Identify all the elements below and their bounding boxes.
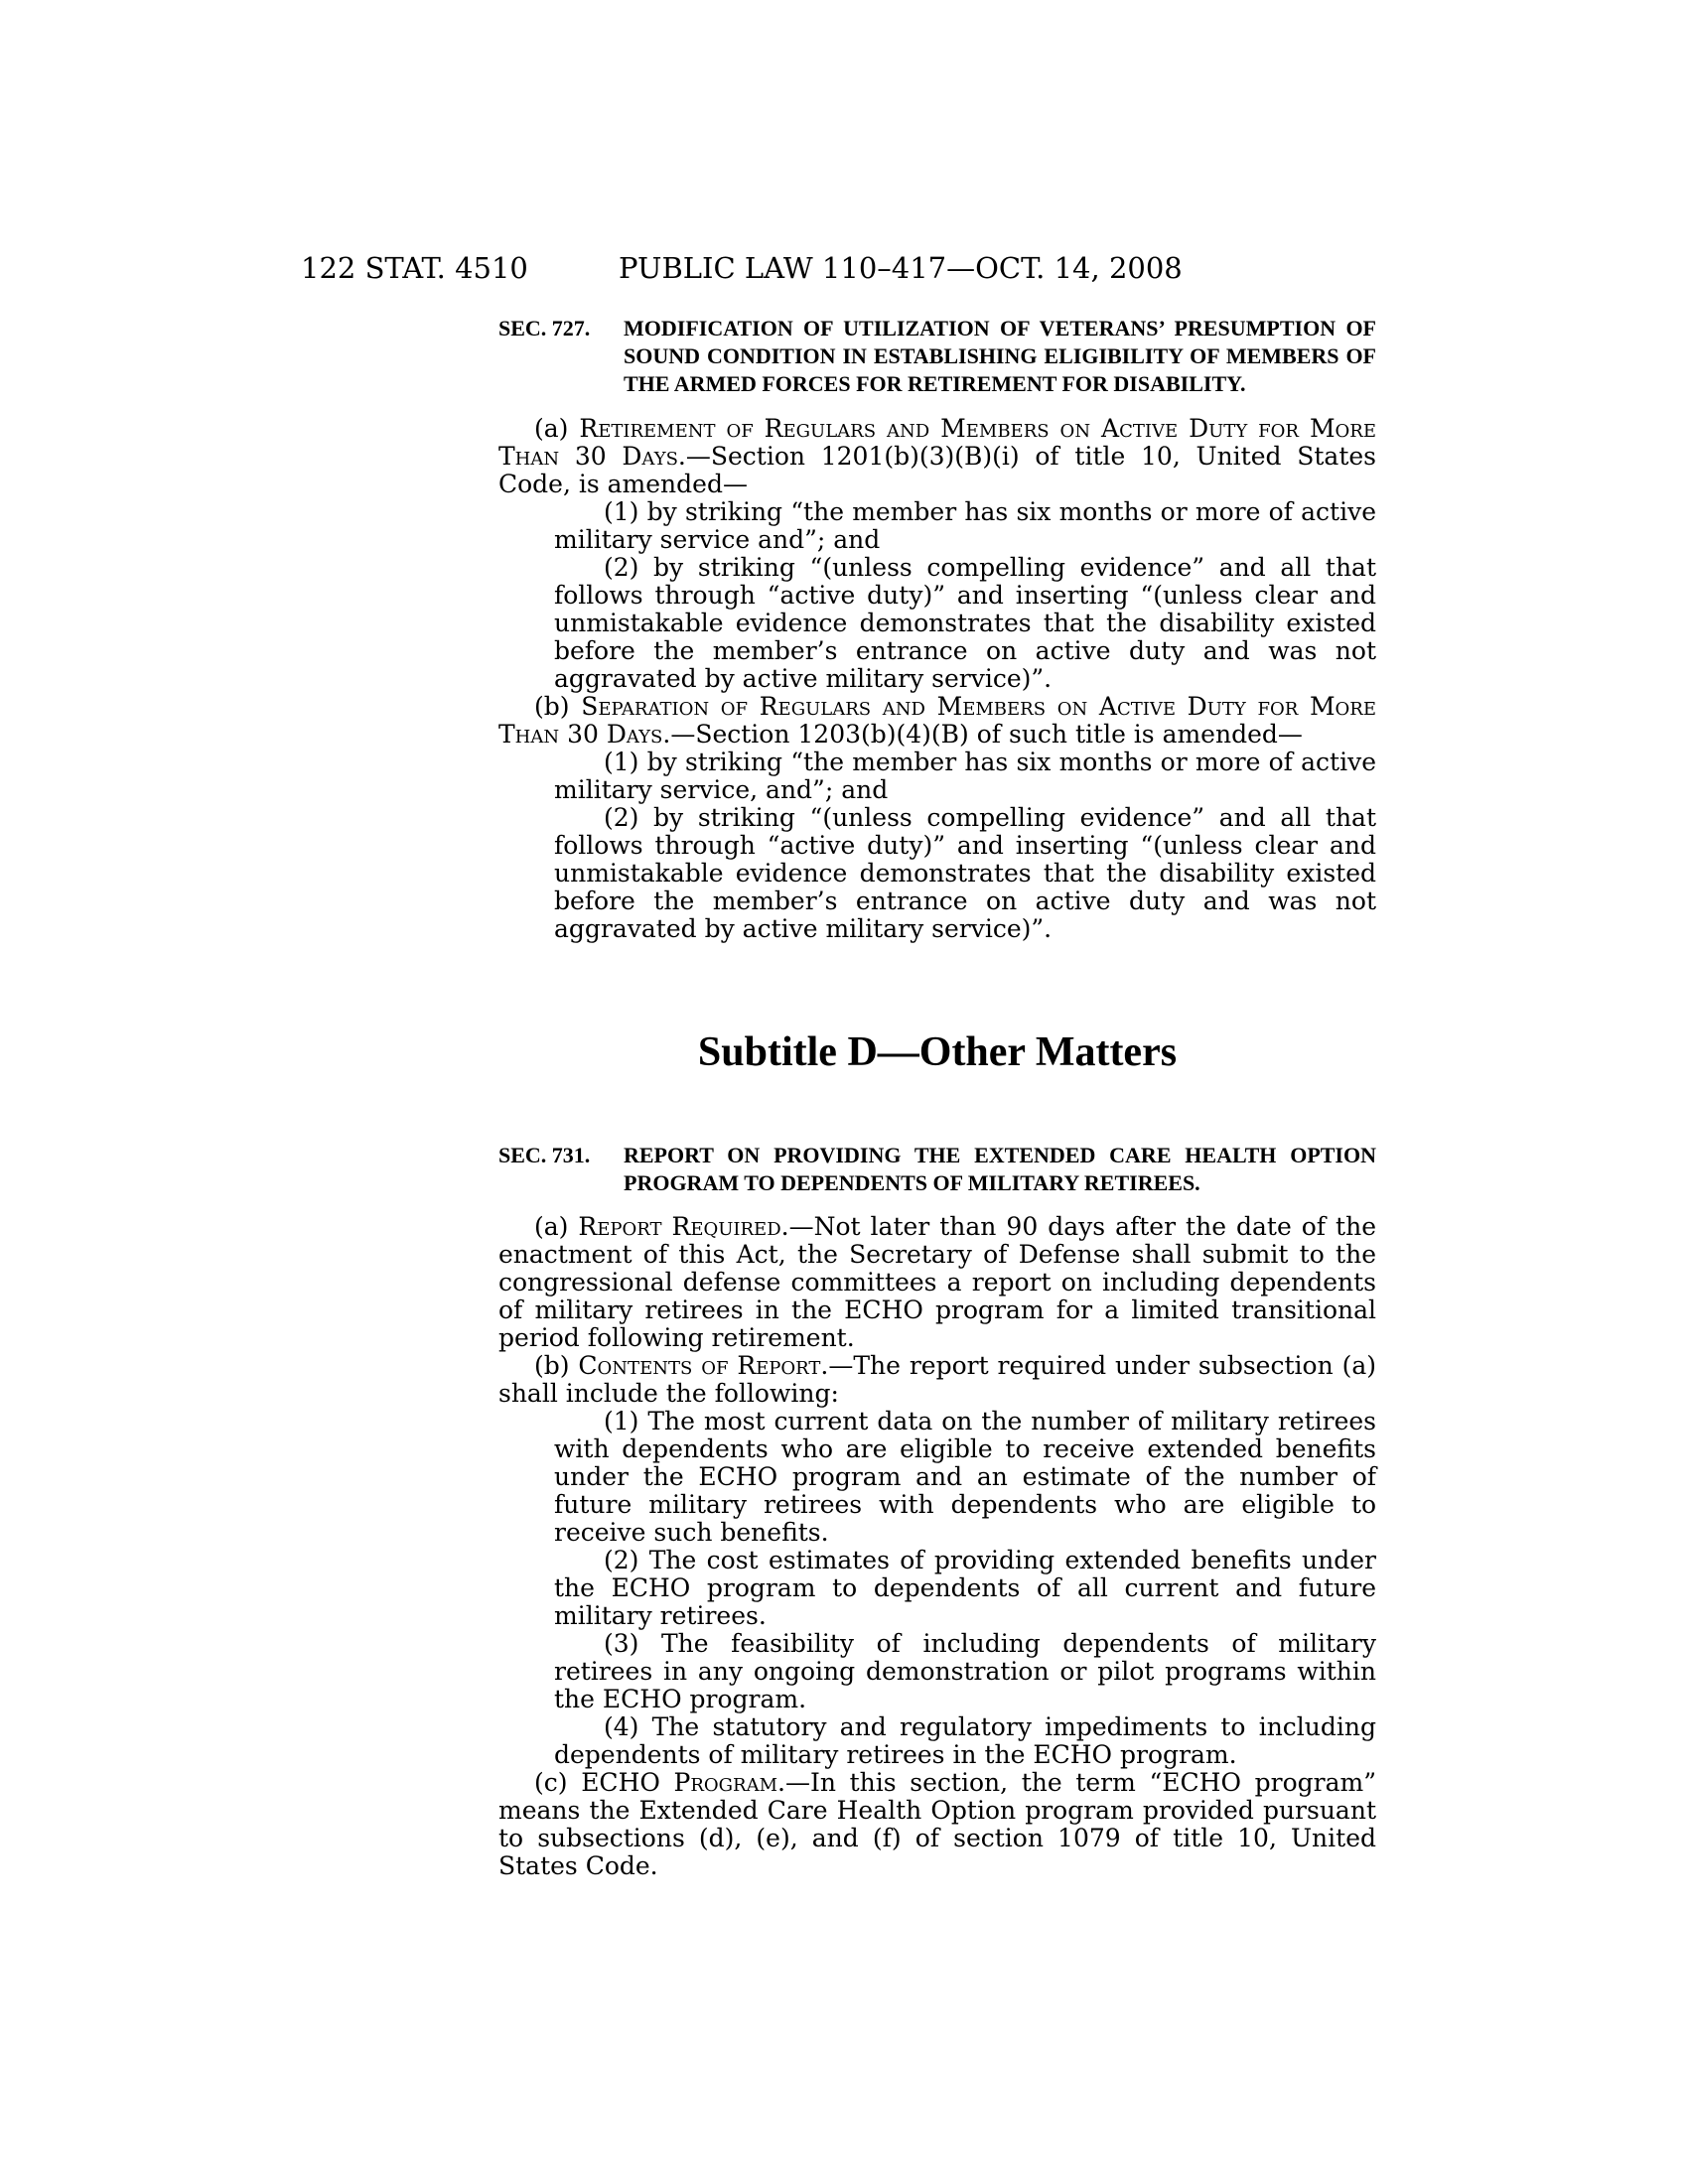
subsection-b — [498, 693, 1376, 749]
section-731 — [498, 1142, 1376, 1880]
subsection-heading: Separation of Regulars and Members on Active Duty for More Than 30 Days. — [498, 692, 1376, 749]
section-number: SEC. 731. — [498, 1143, 591, 1167]
paragraph-4: (4) The statutory and regulatory impediments to including dependents of military retirees in the ECHO program. — [554, 1712, 1376, 1769]
subsection-label: (b) — [534, 692, 582, 721]
section-727 — [498, 315, 1376, 943]
subsection-c — [498, 1769, 1376, 1880]
paragraph-3: (3) The feasibility of including dependents of military retirees in any ongoing demonstration or pilot programs within the ECHO program. — [554, 1629, 1376, 1713]
subsection-label: (c) — [534, 1768, 582, 1797]
subsection-text: —In this section, the term “ECHO program” means the Extended Care Health Option program provided pursuant to subsections (d), (e), and (f) of section 1079 of title 10, United States Code. — [498, 1768, 1376, 1880]
subsection-text: —Section 1201(b)(3)(B)(i) of title 10, United States Code, is amended— — [498, 442, 1376, 498]
subsection-a — [498, 1213, 1376, 1352]
subsection-heading: Contents of Report. — [578, 1351, 829, 1380]
section-title: MODIFICATION OF UTILIZATION OF VETERANS’ PRESUMPTION OF SOUND CONDITION IN ESTABLISHING ELIGIBILITY OF MEMBERS OF THE ARMED FORCES FOR RETIREMENT FOR DISABILITY. — [624, 316, 1376, 396]
public-law-citation: PUBLIC LAW 110–417—OCT. 14, 2008 — [619, 251, 1183, 285]
paragraph-2: (2) by striking “(unless compelling evidence” and all that follows through “active duty)” and inserting “(unless clear and unmistakable evidence demonstrates that the disability existed before the member’s entrance on active duty and was not aggravated by active military service)”. — [554, 553, 1376, 693]
subsection-text: —The report required under subsection (a) shall include the following: — [498, 1351, 1376, 1408]
subsection-text: —Section 1203(b)(4)(B) of such title is amended— — [670, 720, 1303, 749]
subsection-b — [498, 1352, 1376, 1408]
subsection-text: —Not later than 90 days after the date of the enactment of this Act, the Secretary of Defense shall submit to the congressional defense committees a report on including dependents of military retirees in the ECHO program for a limited transitional period following retirement. — [498, 1212, 1377, 1352]
subsection-heading: ECHO Program. — [581, 1768, 785, 1797]
paragraph-2: (2) The cost estimates of providing extended benefits under the ECHO program to dependents of all current and future military retirees. — [554, 1546, 1376, 1630]
paragraph-1: (1) by striking “the member has six months or more of active military service and”; and — [554, 497, 1376, 554]
subsection-label: (a) — [534, 414, 580, 443]
section-title: REPORT ON PROVIDING THE EXTENDED CARE HEALTH OPTION PROGRAM TO DEPENDENTS OF MILITARY RETIREES. — [624, 1143, 1376, 1195]
statute-citation: 122 STAT. 4510 — [301, 251, 528, 285]
section-heading — [498, 315, 1376, 398]
paragraph-2: (2) by striking “(unless compelling evidence” and all that follows through “active duty)” and inserting “(unless clear and unmistakable evidence demonstrates that the disability existed before the member’s entrance on active duty and was not aggravated by active military service)”. — [554, 803, 1376, 943]
subsection-heading: Report Required. — [578, 1212, 789, 1241]
section-number: SEC. 727. — [498, 316, 591, 341]
subsection-a — [498, 415, 1376, 498]
section-heading — [498, 1142, 1376, 1197]
paragraph-1: (1) The most current data on the number of military retirees with dependents who are eligible to receive extended benefits under the ECHO program and an estimate of the number of future military retirees with dependents who are eligible to receive such benefits. — [554, 1407, 1376, 1547]
subtitle-heading: Subtitle D—Other Matters — [697, 1029, 1178, 1075]
subsection-label: (b) — [534, 1351, 579, 1380]
subsection-heading: Retirement of Regulars and Members on Active Duty for More Than 30 Days. — [498, 414, 1376, 471]
paragraph-1: (1) by striking “the member has six months or more of active military service, and”; and — [554, 748, 1376, 804]
subsection-label: (a) — [534, 1212, 579, 1241]
